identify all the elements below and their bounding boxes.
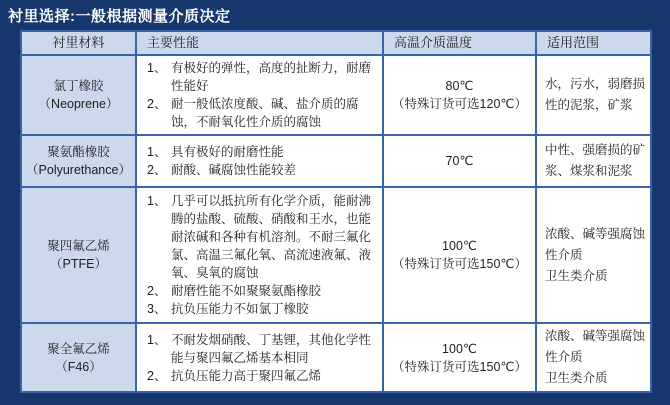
- scope-line: 浓酸、碱等强腐蚀性介质: [545, 329, 646, 364]
- performance-item-text: 具有极好的耐磨性能: [171, 145, 284, 159]
- performance-cell: [136, 55, 383, 135]
- performance-item-number: 2、: [147, 163, 167, 177]
- scope-line: 浓酸、碱等强腐蚀性介质: [545, 226, 646, 262]
- performance-item-number: 2、: [147, 284, 167, 298]
- performance-item-text: 耐酸、碱腐蚀性能较差: [171, 163, 297, 177]
- material-name: 聚全氟乙烯: [47, 341, 110, 356]
- material-cell: [21, 135, 136, 187]
- temperature-cell: [383, 55, 536, 135]
- temperature-line: 70℃: [445, 154, 474, 168]
- performance-cell: [136, 187, 383, 323]
- material-cell: [21, 187, 136, 323]
- performance-item: [147, 300, 378, 318]
- material-english-name: （Neoprene）: [38, 97, 119, 111]
- performance-item: [147, 143, 378, 161]
- table-row: [21, 187, 651, 323]
- scope-cell: [536, 323, 651, 392]
- scope-line: 中性、强磨损的矿浆、煤浆和泥浆: [545, 143, 646, 178]
- temperature-line: （特殊订货可选150℃）: [392, 257, 527, 271]
- temperature-line: （特殊订货可选150℃）: [392, 359, 527, 374]
- performance-item: [147, 282, 378, 300]
- performance-item-number: 2、: [147, 368, 167, 383]
- performance-item-text: 几乎可以抵抗所有化学介质，能耐沸腾的盐酸、硫酸、硝酸和王水，也能耐浓碱和各种有机溶剂。不耐三氟化氯、高温三氟化氧、高流速液氟、液氧、臭氧的腐蚀: [171, 194, 372, 280]
- performance-item: [147, 192, 378, 282]
- header-performance: 主要性能: [136, 31, 383, 55]
- temperature-line: 80℃: [445, 79, 474, 93]
- material-cell: [21, 55, 136, 135]
- performance-item-text: 耐一般低浓度酸、碱、盐介质的腐蚀，不耐氧化性介质的腐蚀: [171, 97, 359, 129]
- temperature-line: （特殊订货可选120℃）: [392, 97, 527, 111]
- material-english-name: （PTFE）: [50, 257, 107, 271]
- performance-item-number: 1、: [147, 194, 167, 208]
- performance-cell: [136, 135, 383, 187]
- scope-line: 水，污水，弱磨损性的泥浆，矿浆: [545, 77, 646, 112]
- performance-item-number: 1、: [147, 332, 167, 347]
- performance-item-number: 1、: [147, 145, 167, 159]
- table-header: [21, 31, 651, 55]
- scope-line: 卫生类介质: [545, 268, 608, 283]
- performance-item-text: 抗负压能力不如氯丁橡胶: [171, 302, 309, 316]
- performance-item: [147, 367, 378, 385]
- performance-item-number: 3、: [147, 302, 167, 316]
- performance-item: [147, 331, 378, 367]
- table-row: [21, 135, 651, 187]
- table-row: [21, 323, 651, 392]
- scope-cell: [536, 55, 651, 135]
- performance-item-text: 耐磨性能不如聚聚氨酯橡胶: [171, 284, 322, 298]
- header-temperature: 高温介质温度: [383, 31, 536, 55]
- material-english-name: （F46）: [55, 359, 102, 374]
- material-english-name: （Polyurethance）: [26, 163, 131, 177]
- material-name: 氯丁橡胶: [53, 79, 104, 93]
- performance-item-text: 有极好的弹性，高度的扯断力，耐磨性能好: [171, 61, 372, 93]
- table-body: [21, 55, 651, 392]
- performance-item: [147, 59, 378, 95]
- scope-cell: [536, 187, 651, 323]
- performance-item-text: 抗负压能力高于聚四氟乙烯: [171, 368, 322, 383]
- scope-line: 卫生类介质: [545, 371, 608, 385]
- temperature-line: 100℃: [442, 341, 477, 356]
- performance-item: [147, 161, 378, 179]
- performance-item-text: 不耐发烟硝酸、丁基锂，其他化学性能与聚四氟乙烯基本相同: [171, 332, 372, 365]
- page-title: 衬里选择:一般根据测量介质决定: [8, 8, 231, 25]
- performance-cell: [136, 323, 383, 392]
- table-row: [21, 55, 651, 135]
- material-name: 聚氨酯橡胶: [47, 145, 110, 159]
- header-scope: 适用范围: [536, 31, 651, 55]
- performance-item-number: 2、: [147, 97, 167, 111]
- material-cell: [21, 323, 136, 392]
- scope-cell: [536, 135, 651, 187]
- temperature-line: 100℃: [442, 239, 477, 253]
- material-name: 聚四氟乙烯: [47, 239, 110, 253]
- performance-item-number: 1、: [147, 61, 167, 75]
- lining-selection-table-wrap: [20, 30, 650, 393]
- temperature-cell: [383, 135, 536, 187]
- lining-selection-table: [20, 30, 652, 393]
- temperature-cell: [383, 323, 536, 392]
- performance-item: [147, 95, 378, 131]
- temperature-cell: [383, 187, 536, 323]
- header-material: 衬里材料: [21, 31, 136, 55]
- header-row: [21, 31, 651, 55]
